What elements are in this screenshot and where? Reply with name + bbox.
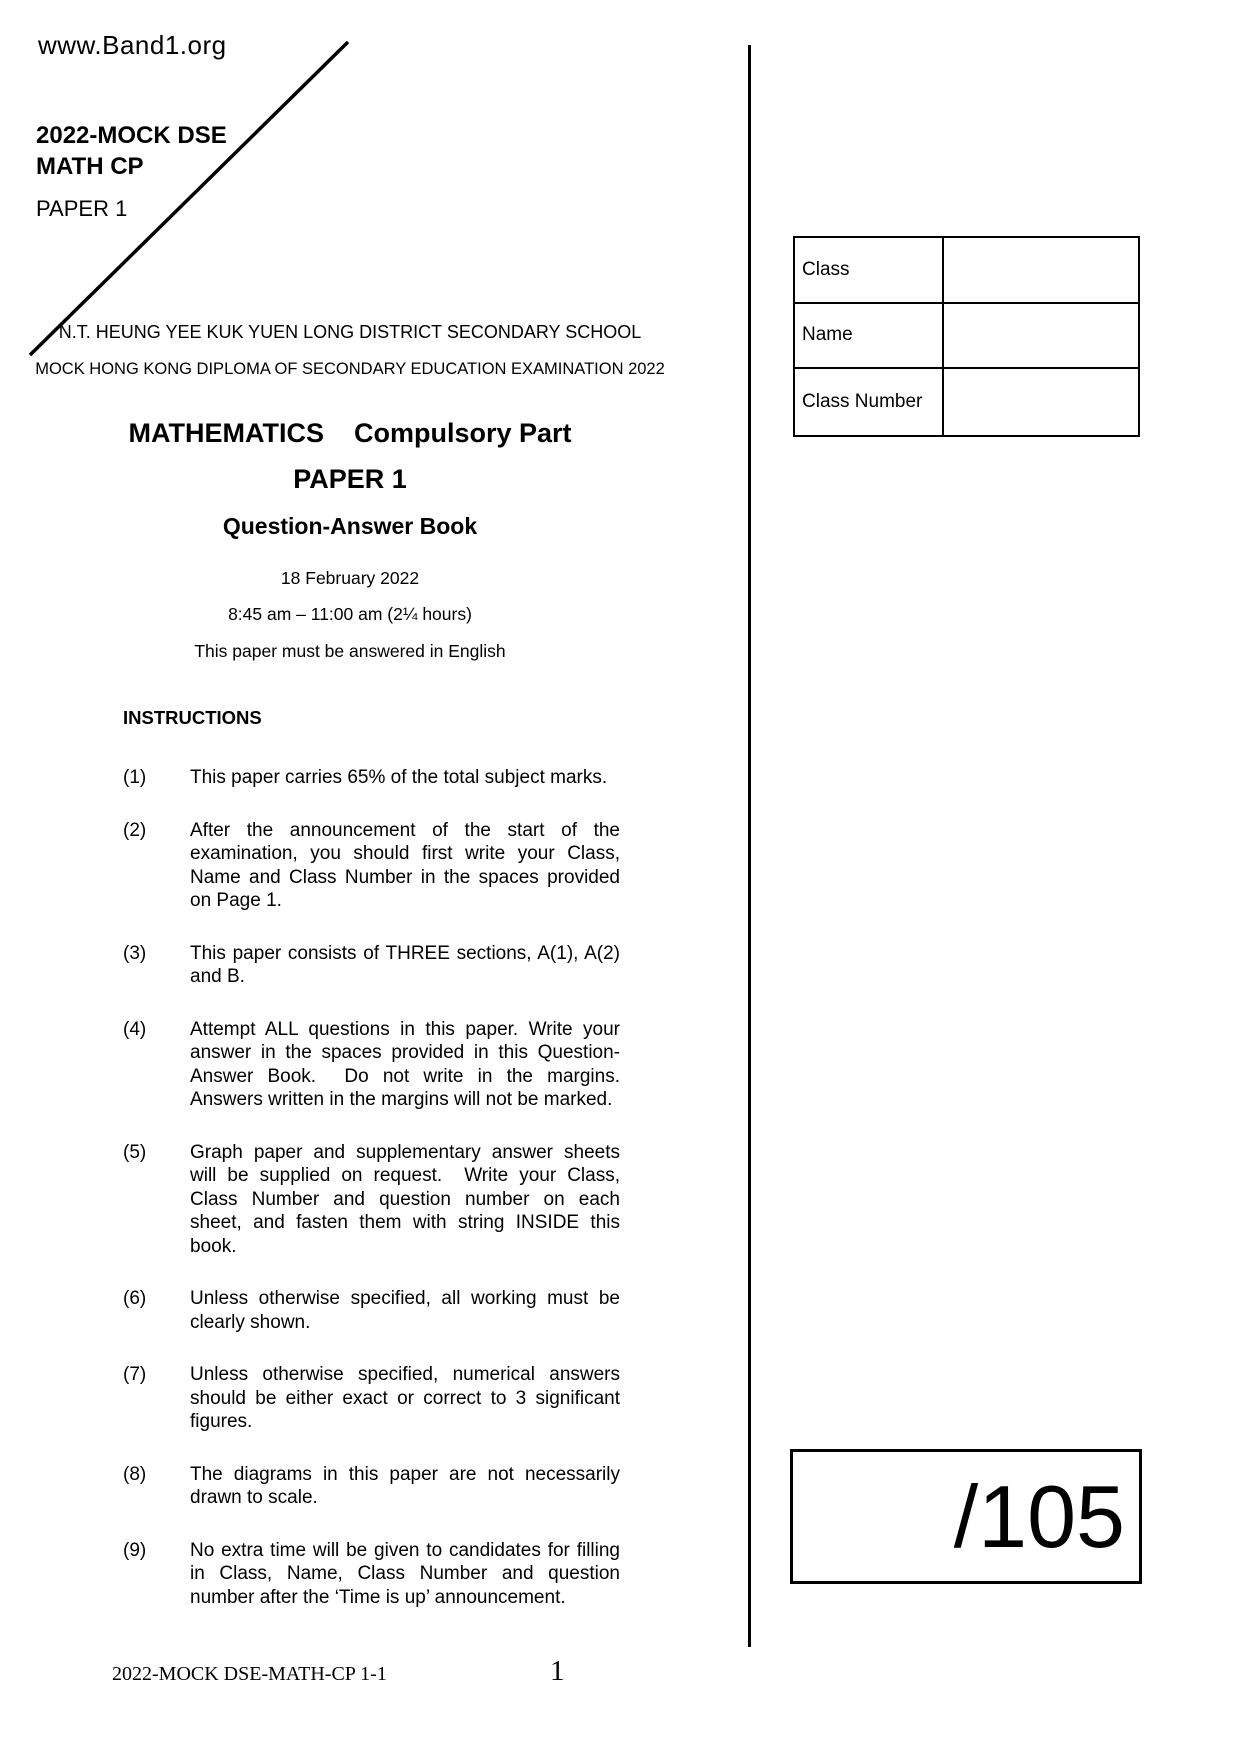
subject-title xyxy=(30,418,670,449)
instruction-text: This paper consists of THREE sections, A(1), A(2) and B. xyxy=(190,942,620,987)
exam-name: MOCK HONG KONG DIPLOMA OF SECONDARY EDUCATION EXAMINATION 2022 xyxy=(35,360,665,378)
paper-number-heading: PAPER 1 xyxy=(293,464,407,494)
instruction-number: (1) xyxy=(123,767,147,788)
instruction-number: (8) xyxy=(123,1463,147,1485)
book-title: Question-Answer Book xyxy=(222,513,478,539)
school-name: N.T. HEUNG YEE KUK YUEN LONG DISTRICT SECONDARY SCHOOL xyxy=(58,322,642,342)
student-info-table xyxy=(793,236,1140,437)
instruction-text: Graph paper and supplementary answer sheets will be supplied on request. Write your Class, Class Number and question number on each sheet, and fasten them with string INSIDE this book. xyxy=(190,1141,620,1257)
vertical-divider-line xyxy=(748,45,751,1647)
instruction-number: (2) xyxy=(123,819,147,841)
instruction-number: (7) xyxy=(123,1364,147,1385)
class-number-label: Class Number xyxy=(795,369,944,435)
language-note: This paper must be answered in English xyxy=(194,641,506,661)
exam-code-line1: 2022-MOCK DSE xyxy=(36,122,227,149)
instruction-text: Attempt ALL questions in this paper. Write your answer in the spaces provided in this Question-Answer Book. Do not write in the margins. Answers written in the margins will not be marked. xyxy=(190,1018,620,1110)
instruction-item-7 xyxy=(123,1363,623,1434)
name-label: Name xyxy=(795,304,944,370)
total-marks-value: /105 xyxy=(953,1466,1125,1566)
instruction-item-8 xyxy=(123,1463,623,1510)
instruction-text: No extra time will be given to candidates for filling in Class, Name, Class Number and question number after the ‘Time is up’ announcement. xyxy=(190,1539,620,1608)
subject-name: MATHEMATICS xyxy=(128,418,324,448)
instruction-item-1 xyxy=(123,766,623,790)
instruction-item-9 xyxy=(123,1539,623,1610)
name-input-cell[interactable] xyxy=(944,304,1138,370)
instruction-item-5 xyxy=(123,1141,623,1259)
instruction-number: (3) xyxy=(123,942,147,964)
instruction-text: Unless otherwise specified, numerical answers should be either exact or correct to 3 significant figures. xyxy=(190,1364,620,1432)
exam-code-line2: MATH CP xyxy=(36,153,144,180)
class-input-cell[interactable] xyxy=(944,238,1138,304)
instruction-number: (5) xyxy=(123,1141,147,1163)
instructions-list xyxy=(123,766,623,1638)
exam-code-block xyxy=(36,120,227,182)
watermark-url: www.Band1.org xyxy=(38,30,227,60)
paper-label-top-left: PAPER 1 xyxy=(36,196,128,221)
instruction-number: (9) xyxy=(123,1539,147,1561)
total-marks-box xyxy=(790,1449,1142,1584)
instruction-text: Unless otherwise specified, all working must be clearly shown. xyxy=(190,1288,620,1333)
instruction-item-3 xyxy=(123,942,623,989)
footer-paper-code: 2022-MOCK DSE-MATH-CP 1-1 xyxy=(112,1663,387,1685)
instruction-item-4 xyxy=(123,1018,623,1112)
instruction-text: After the announcement of the start of the examination, you should first write your Class, Name and Class Number in the spaces provided on Page 1. xyxy=(190,819,620,911)
exam-time: 8:45 am – 11:00 am (2¼ hours) xyxy=(228,604,472,624)
class-number-input-cell[interactable] xyxy=(944,369,1138,435)
page-number: 1 xyxy=(550,1655,565,1687)
instruction-item-2 xyxy=(123,819,623,913)
class-label: Class xyxy=(795,238,944,304)
exam-date: 18 February 2022 xyxy=(280,568,420,588)
instructions-heading: INSTRUCTIONS xyxy=(123,707,262,728)
instruction-text: The diagrams in this paper are not necessarily drawn to scale. xyxy=(190,1463,620,1508)
subject-part: Compulsory Part xyxy=(353,418,572,448)
instruction-number: (4) xyxy=(123,1018,147,1040)
instruction-number: (6) xyxy=(123,1288,147,1309)
instruction-item-6 xyxy=(123,1287,623,1334)
instruction-text: This paper carries 65% of the total subject marks. xyxy=(190,767,608,788)
